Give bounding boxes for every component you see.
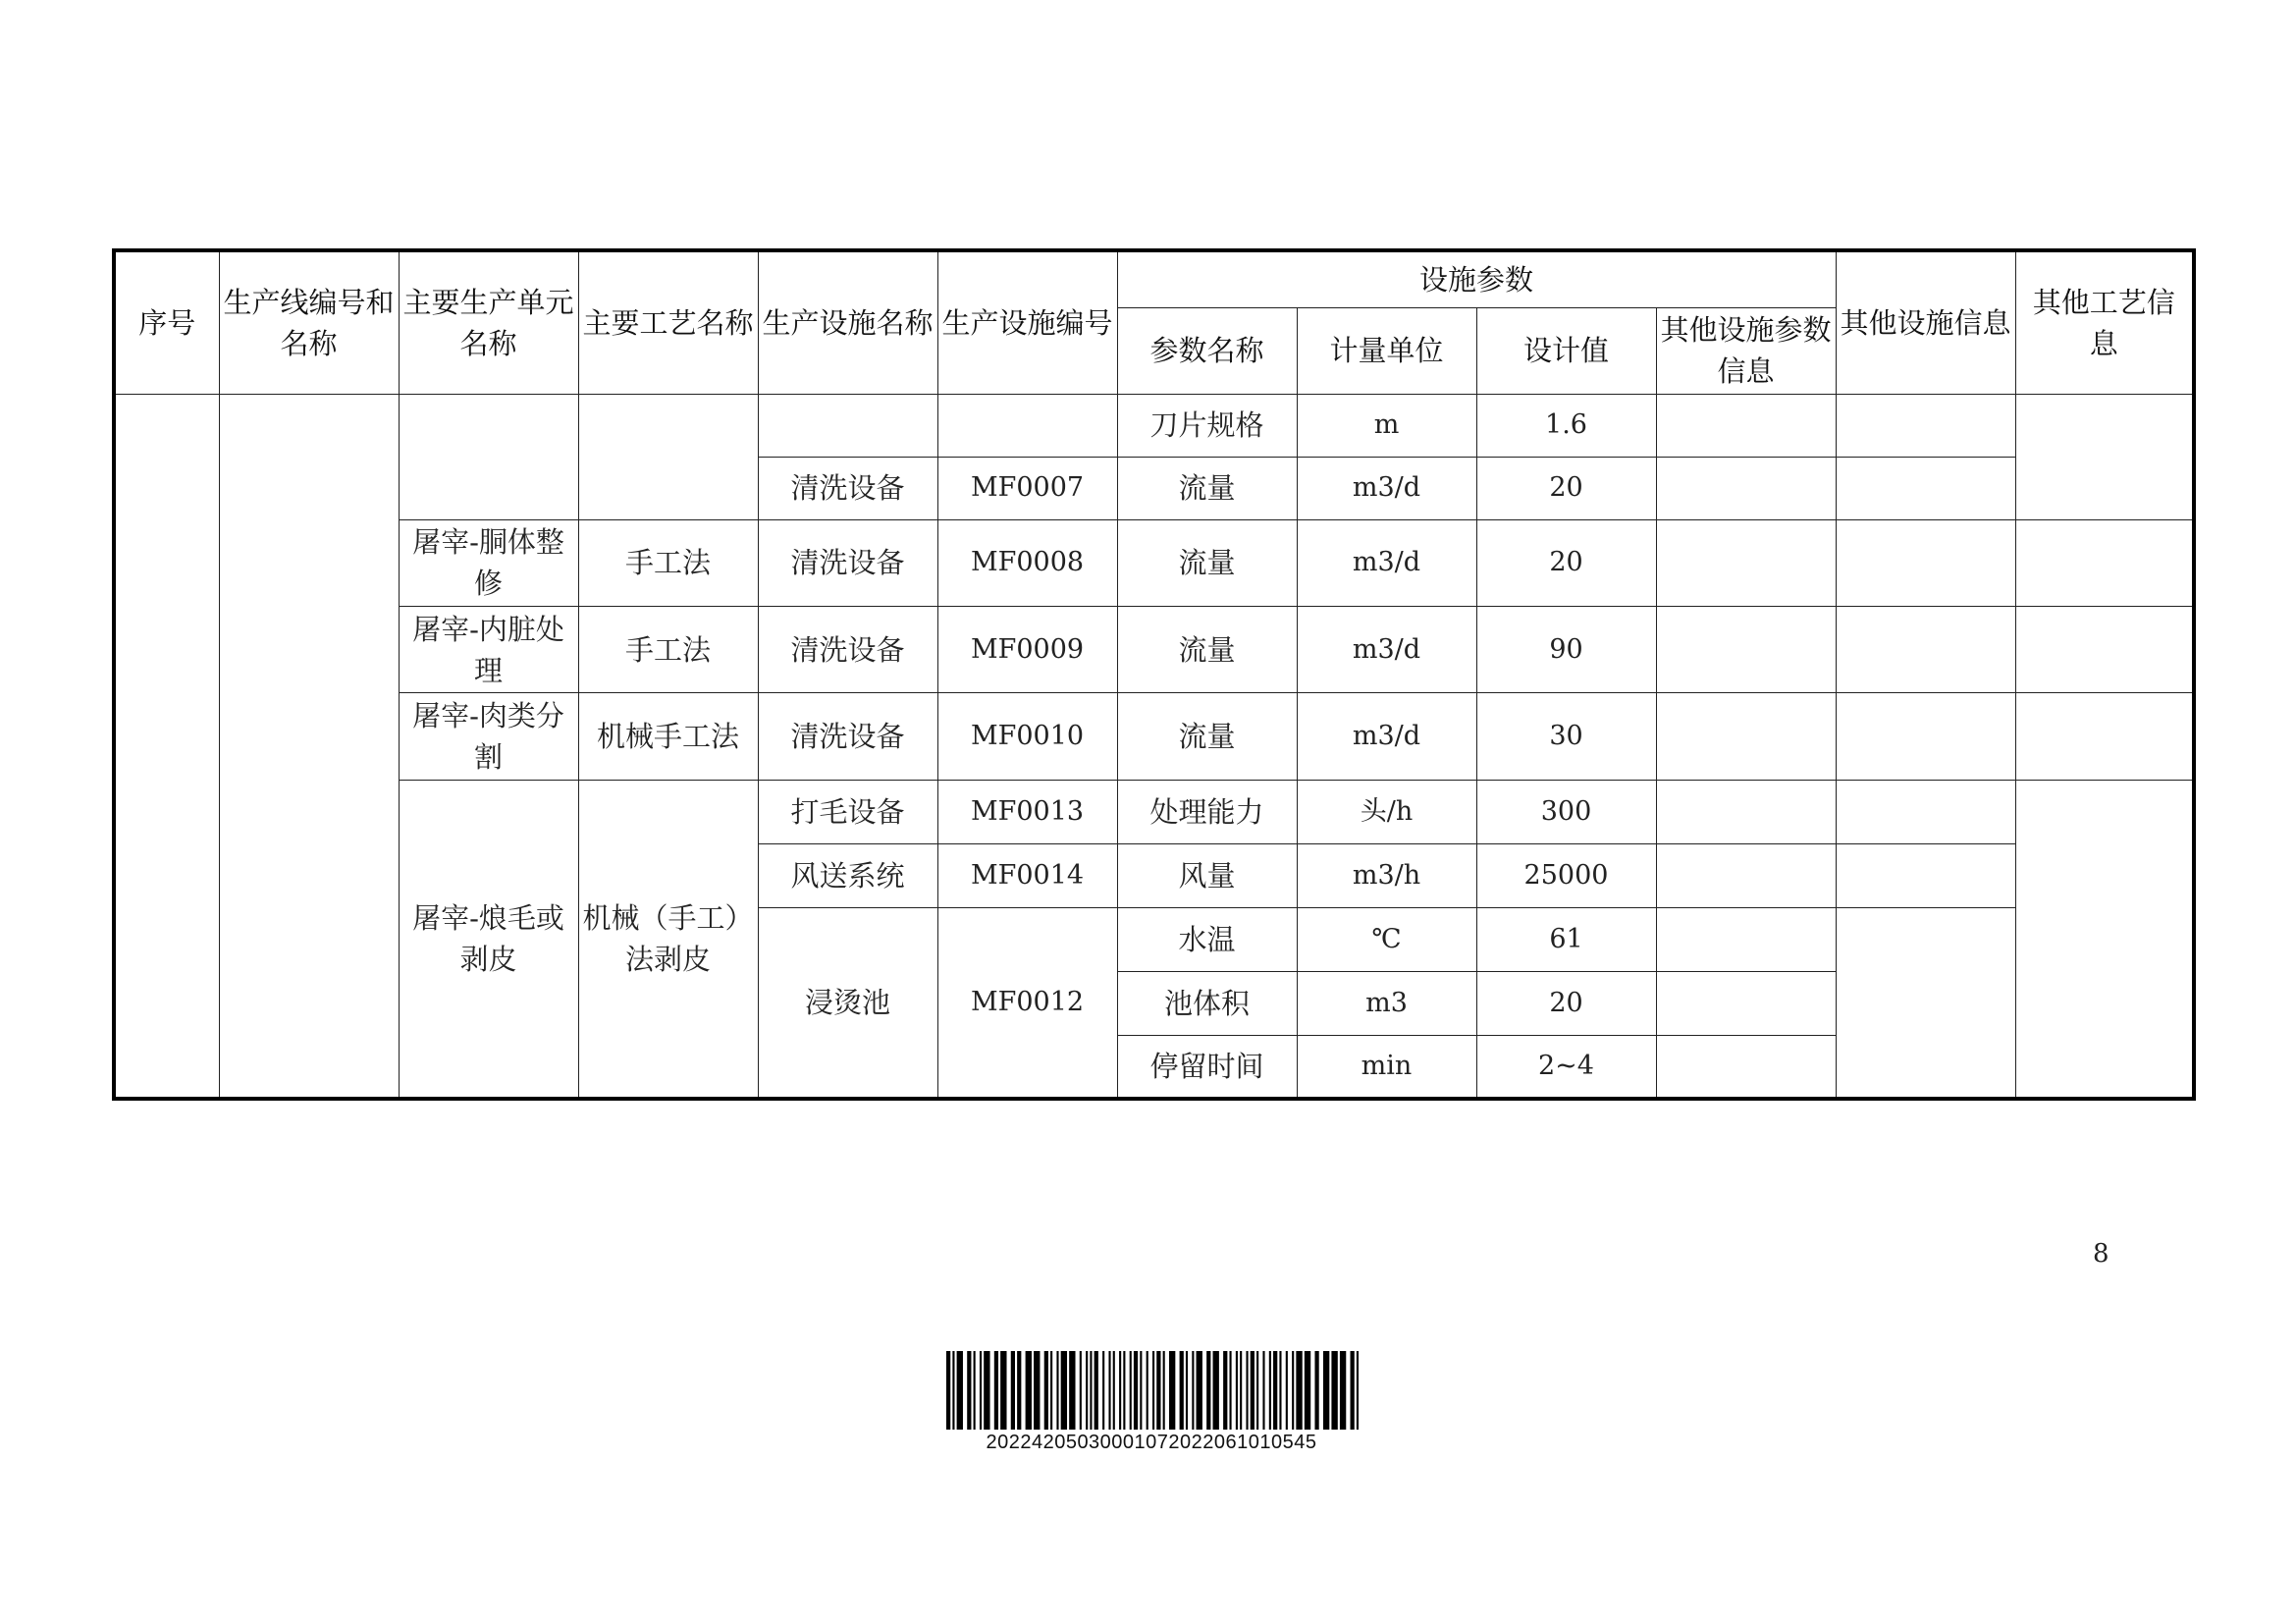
cell-param: 流量 (1117, 693, 1297, 780)
cell-code: MF0014 (937, 843, 1117, 907)
cell-stage: 屠宰-烺毛或剥皮 (399, 780, 578, 1099)
cell-code: MF0007 (937, 457, 1117, 519)
facility-parameter-table (112, 248, 2196, 1101)
cell-other-process (2015, 519, 2194, 606)
header-other-process: 其他工艺信息 (2015, 250, 2194, 394)
cell-unit: m (1297, 394, 1476, 457)
barcode-bar (1069, 1351, 1075, 1430)
cell-value: 20 (1476, 457, 1656, 519)
barcode-bar (952, 1351, 954, 1430)
barcode-bar (1180, 1351, 1184, 1430)
barcode-bar (957, 1351, 963, 1430)
barcode-bar (1134, 1351, 1138, 1430)
cell-other-facility (1836, 907, 2015, 1099)
cell-code: MF0010 (937, 693, 1117, 780)
cell-other-facility (1836, 693, 2015, 780)
cell-other-facility (1836, 780, 2015, 843)
page-number: 8 (2093, 1239, 2109, 1269)
barcode-bar (1240, 1351, 1242, 1430)
barcode-bar (1108, 1351, 1110, 1430)
cell-other-process (2015, 693, 2194, 780)
barcode-bar (980, 1351, 982, 1430)
barcode-bar (1140, 1351, 1142, 1430)
table-row (114, 394, 2194, 457)
barcode-bar (1236, 1351, 1238, 1430)
barcode-bar (1262, 1351, 1264, 1430)
cell-other-facility (1836, 843, 2015, 907)
cell-param-other (1656, 519, 1836, 606)
cell-param: 处理能力 (1117, 780, 1297, 843)
cell-unit: m3/d (1297, 693, 1476, 780)
cell-value: 20 (1476, 519, 1656, 606)
barcode-graphic (944, 1351, 1359, 1430)
cell-code: MF0013 (937, 780, 1117, 843)
barcode-bar (1044, 1351, 1048, 1430)
barcode-number: 20224205030001072022061010545 (986, 1432, 1317, 1453)
barcode-bar (1251, 1351, 1255, 1430)
barcode-bar (1152, 1351, 1154, 1430)
barcode-bar (1192, 1351, 1194, 1430)
cell-other-process (2015, 780, 2194, 1099)
barcode-bar (1256, 1351, 1258, 1430)
cell-other-facility (1836, 519, 2015, 606)
cell-value: 300 (1476, 780, 1656, 843)
cell-process (578, 394, 758, 519)
cell-param: 停留时间 (1117, 1036, 1297, 1099)
barcode-bar (1061, 1351, 1067, 1430)
table-row (114, 519, 2194, 606)
barcode-bar (1197, 1351, 1202, 1430)
cell-param: 流量 (1117, 457, 1297, 519)
barcode-bar (1292, 1351, 1294, 1430)
barcode-bar (1223, 1351, 1227, 1430)
cell-param-other (1656, 843, 1836, 907)
barcode-bar (1026, 1351, 1032, 1430)
cell-param: 池体积 (1117, 972, 1297, 1036)
cell-process: 机械（手工）法剥皮 (578, 780, 758, 1099)
cell-unit: m3/h (1297, 843, 1476, 907)
header-process: 主要工艺名称 (578, 250, 758, 394)
barcode-bar (1314, 1351, 1318, 1430)
barcode-bar (946, 1351, 950, 1430)
cell-facility: 清洗设备 (758, 457, 937, 519)
cell-param-other (1656, 607, 1836, 693)
header-param-other: 其他设施参数信息 (1656, 307, 1836, 394)
barcode-bar (1186, 1351, 1188, 1430)
cell-unit: m3 (1297, 972, 1476, 1036)
barcode-bar (1246, 1351, 1248, 1430)
barcode-bar (1357, 1351, 1359, 1430)
barcode-bar (1305, 1351, 1310, 1430)
cell-value: 90 (1476, 607, 1656, 693)
cell-param-other (1656, 780, 1836, 843)
cell-unit: 头/h (1297, 780, 1476, 843)
cell-facility: 清洗设备 (758, 607, 937, 693)
cell-process: 手工法 (578, 519, 758, 606)
header-unit: 主要生产单元名称 (399, 250, 578, 394)
barcode-bar (1000, 1351, 1006, 1430)
barcode-bar (1169, 1351, 1175, 1430)
barcode-bar (1331, 1351, 1337, 1430)
header-param-name: 参数名称 (1117, 307, 1297, 394)
cell-param: 流量 (1117, 607, 1297, 693)
cell-facility: 清洗设备 (758, 519, 937, 606)
cell-stage: 屠宰-内脏处理 (399, 607, 578, 693)
cell-code (937, 394, 1117, 457)
barcode-bar (1017, 1351, 1021, 1430)
cell-value: 2~4 (1476, 1036, 1656, 1099)
barcode-bar (967, 1351, 971, 1430)
cell-other-facility (1836, 457, 2015, 519)
barcode-bar (984, 1351, 989, 1430)
barcode-bar (1206, 1351, 1210, 1430)
cell-other-facility (1836, 607, 2015, 693)
barcode-bar (1130, 1351, 1132, 1430)
barcode-bar (1080, 1351, 1082, 1430)
barcode-bar (974, 1351, 976, 1430)
barcode-bar (1229, 1351, 1231, 1430)
cell-code: MF0012 (937, 907, 1117, 1099)
header-line: 生产线编号和名称 (219, 250, 399, 394)
cell-unit: m3/d (1297, 519, 1476, 606)
cell-param-other (1656, 1036, 1836, 1099)
cell-line (219, 394, 399, 1099)
cell-code: MF0008 (937, 519, 1117, 606)
header-seq: 序号 (114, 250, 219, 394)
header-param-value: 设计值 (1476, 307, 1656, 394)
cell-facility: 清洗设备 (758, 693, 937, 780)
cell-value: 61 (1476, 907, 1656, 971)
cell-stage (399, 394, 578, 519)
barcode-bar (1113, 1351, 1115, 1430)
barcode-bar (1351, 1351, 1355, 1430)
cell-param-other (1656, 693, 1836, 780)
barcode-bar (1163, 1351, 1165, 1430)
cell-value: 25000 (1476, 843, 1656, 907)
barcode-bar (1273, 1351, 1277, 1430)
header-params-group: 设施参数 (1117, 250, 1836, 307)
cell-facility (758, 394, 937, 457)
cell-param-other (1656, 457, 1836, 519)
barcode-bar (1102, 1351, 1104, 1430)
barcode-bar (1269, 1351, 1271, 1430)
barcode-bar (1340, 1351, 1346, 1430)
barcode-bar (1286, 1351, 1288, 1430)
table-row (114, 693, 2194, 780)
barcode-bar (1213, 1351, 1219, 1430)
cell-param-other (1656, 972, 1836, 1036)
cell-param-other (1656, 394, 1836, 457)
table-row (114, 607, 2194, 693)
cell-value: 1.6 (1476, 394, 1656, 457)
barcode-bar (1090, 1351, 1092, 1430)
cell-stage: 屠宰-胴体整修 (399, 519, 578, 606)
barcode-bar (1086, 1351, 1088, 1430)
cell-value: 20 (1476, 972, 1656, 1036)
cell-unit: min (1297, 1036, 1476, 1099)
cell-unit: m3/d (1297, 607, 1476, 693)
cell-code: MF0009 (937, 607, 1117, 693)
barcode-bar (1156, 1351, 1160, 1430)
barcode-bar (1034, 1351, 1040, 1430)
cell-param: 水温 (1117, 907, 1297, 971)
barcode-bar (1119, 1351, 1121, 1430)
cell-unit: m3/d (1297, 457, 1476, 519)
barcode-bar (994, 1351, 998, 1430)
cell-facility: 打毛设备 (758, 780, 937, 843)
cell-other-process (2015, 394, 2194, 519)
barcode-bar (1279, 1351, 1281, 1430)
barcode-bar (1011, 1351, 1015, 1430)
cell-process: 手工法 (578, 607, 758, 693)
header-param-unit: 计量单位 (1297, 307, 1476, 394)
header-facility-name: 生产设施名称 (758, 250, 937, 394)
cell-facility: 浸烫池 (758, 907, 937, 1099)
header-facility-code: 生产设施编号 (937, 250, 1117, 394)
header-other-facility: 其他设施信息 (1836, 250, 2015, 394)
barcode-bar (1147, 1351, 1148, 1430)
cell-stage: 屠宰-肉类分割 (399, 693, 578, 780)
barcode-bar (1296, 1351, 1302, 1430)
cell-other-facility (1836, 394, 2015, 457)
barcode-bar (1095, 1351, 1098, 1430)
barcode-bar (1323, 1351, 1329, 1430)
cell-process: 机械手工法 (578, 693, 758, 780)
cell-param: 刀片规格 (1117, 394, 1297, 457)
barcode-bar (1056, 1351, 1058, 1430)
cell-other-process (2015, 607, 2194, 693)
cell-param: 风量 (1117, 843, 1297, 907)
barcode-bar (1123, 1351, 1125, 1430)
cell-facility: 风送系统 (758, 843, 937, 907)
cell-unit: ℃ (1297, 907, 1476, 971)
cell-seq (114, 394, 219, 1099)
cell-param: 流量 (1117, 519, 1297, 606)
table-row (114, 780, 2194, 843)
cell-param-other (1656, 907, 1836, 971)
barcode-bar (1050, 1351, 1052, 1430)
cell-value: 30 (1476, 693, 1656, 780)
